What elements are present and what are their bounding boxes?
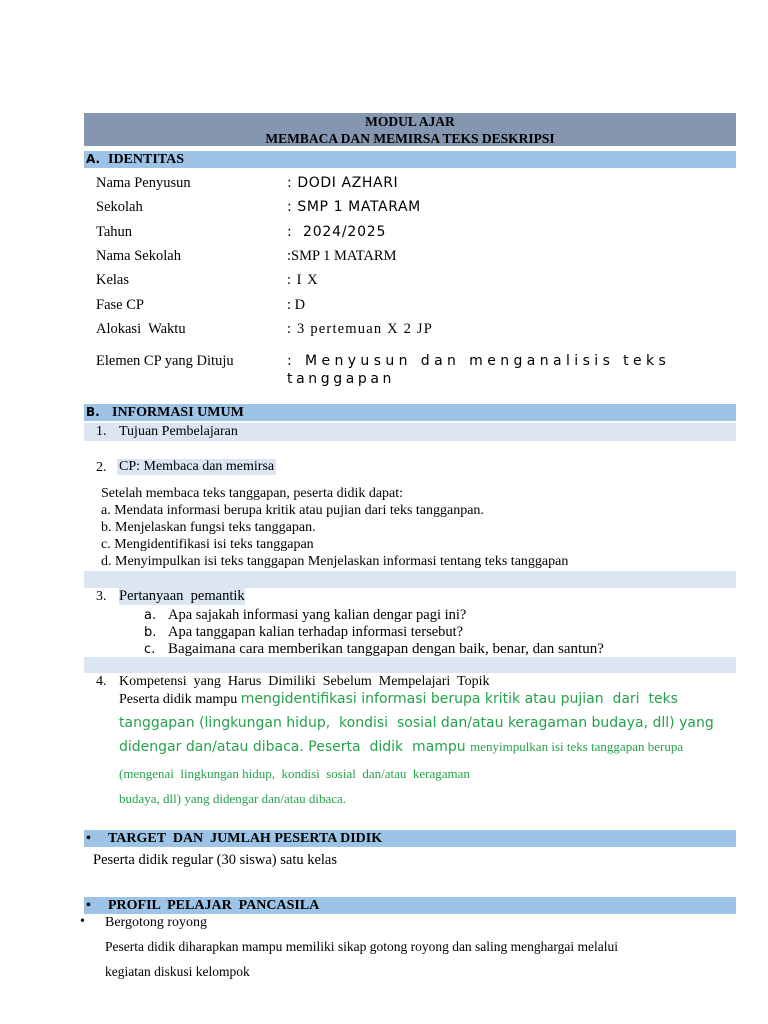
label-nama-sekolah: Nama Sekolah bbox=[96, 248, 181, 264]
question-c-text: Bagaimana cara memberikan tanggapan dengan baik, benar, dan santun? bbox=[168, 641, 604, 657]
question-a-letter: a. bbox=[144, 608, 157, 623]
target-header bbox=[84, 830, 736, 847]
profil-bullet: • bbox=[86, 898, 91, 913]
profil-desc-line2: kegiatan diskusi kelompok bbox=[105, 964, 250, 979]
target-text: Peserta didik regular (30 siswa) satu kelas bbox=[93, 852, 338, 868]
section-b-title: INFORMASI UMUM bbox=[112, 405, 244, 420]
profil-title: PROFIL PELAJAR PANCASILA bbox=[108, 898, 320, 913]
kompetensi-line5: budaya, dll) yang didengar dan/atau dibaca. bbox=[119, 791, 347, 806]
item4-title: Kompetensi yang Harus Dimiliki Sebelum Mempelajari Topik bbox=[119, 674, 490, 689]
value-alokasi-waktu: : 3 pertemuan X 2 JP bbox=[287, 321, 434, 337]
target-title: TARGET DAN JUMLAH PESERTA DIDIK bbox=[108, 831, 383, 846]
tujuan-intro: Setelah membaca teks tanggapan, peserta didik dapat: bbox=[101, 486, 404, 501]
section-b-letter: B. bbox=[86, 405, 100, 419]
tujuan-goal-b: b. Menjelaskan fungsi teks tanggapan. bbox=[101, 520, 316, 535]
question-a-text: Apa sajakah informasi yang kalian dengar pagi ini? bbox=[168, 607, 467, 623]
item3-title: Pertanyaan pemantik bbox=[119, 588, 245, 604]
module-title-line2: MEMBACA DAN MEMIRSA TEKS DESKRIPSI bbox=[265, 131, 555, 146]
module-title-line1: MODUL AJAR bbox=[365, 114, 455, 129]
kompetensi-line2: tanggapan (lingkungan hidup, kondisi sosial dan/atau keragaman budaya, dll) yang bbox=[119, 715, 714, 731]
tujuan-goal-a: a. Mendata informasi berupa kritik atau pujian dari teks tangganpan. bbox=[101, 503, 484, 518]
kompetensi-line1-green: mengidentifikasi informasi berupa kritik atau pujian dari teks bbox=[240, 691, 678, 707]
kompetensi-line1 bbox=[119, 691, 678, 708]
kompetensi-line3 bbox=[119, 739, 683, 756]
item4-number: 4. bbox=[96, 674, 107, 689]
item1-title: Tujuan Pembelajaran bbox=[119, 424, 238, 439]
profil-header bbox=[84, 897, 736, 914]
value-elemen-cp-line2: tanggapan bbox=[287, 371, 396, 387]
label-elemen-cp: Elemen CP yang Dituju bbox=[96, 353, 234, 369]
section-a-header bbox=[84, 151, 736, 168]
item1-number: 1. bbox=[96, 424, 107, 439]
question-b-letter: b. bbox=[144, 625, 157, 640]
value-sekolah: : SMP 1 MATARAM bbox=[287, 199, 421, 215]
value-nama-penyusun: : DODI AZHARI bbox=[287, 175, 399, 191]
kompetensi-prefix: Peserta didik mampu bbox=[119, 692, 241, 707]
tujuan-goal-c: c. Mengidentifikasi isi teks tanggapan bbox=[101, 537, 314, 552]
kompetensi-line3b: menyimpulkan isi teks tanggapan berupa bbox=[470, 739, 684, 754]
profil-desc-line1: Peserta didik diharapkan mampu memiliki sikap gotong royong dan saling menghargai melalui bbox=[105, 939, 619, 954]
label-nama-penyusun: Nama Penyusun bbox=[96, 175, 191, 191]
item3-number: 3. bbox=[96, 589, 107, 604]
section-a-letter: A. bbox=[86, 152, 101, 166]
question-c-letter: c. bbox=[144, 642, 156, 657]
value-elemen-cp-line1: : Menyusun dan menganalisis teks bbox=[287, 353, 671, 369]
item2-number: 2. bbox=[96, 460, 107, 475]
profil-item-bullet: • bbox=[80, 914, 85, 929]
value-kelas: : I X bbox=[287, 272, 319, 288]
label-alokasi-waktu: Alokasi Waktu bbox=[96, 321, 186, 337]
profil-item: Bergotong royong bbox=[105, 915, 208, 930]
target-bullet: • bbox=[86, 831, 91, 846]
module-title-bar bbox=[84, 113, 736, 146]
question-b-text: Apa tanggapan kalian terhadap informasi tersebut? bbox=[168, 624, 464, 640]
spacer-bar-1 bbox=[84, 571, 736, 588]
label-tahun: Tahun bbox=[96, 224, 133, 240]
spacer-bar-2 bbox=[84, 657, 736, 673]
item2-title: CP: Membaca dan memirsa bbox=[119, 459, 275, 474]
value-tahun: : 2024/2025 bbox=[287, 224, 387, 240]
label-kelas: Kelas bbox=[96, 272, 130, 288]
kompetensi-line4: (mengenai lingkungan hidup, kondisi sosial dan/atau keragaman bbox=[119, 766, 470, 781]
section-b-header bbox=[84, 404, 736, 421]
value-fase-cp: : D bbox=[287, 297, 306, 313]
kompetensi-line3a: didengar dan/atau dibaca. Peserta didik mampu bbox=[119, 739, 471, 755]
label-fase-cp: Fase CP bbox=[96, 297, 144, 313]
value-nama-sekolah: :SMP 1 MATARM bbox=[287, 248, 397, 264]
tujuan-goal-d: d. Menyimpulkan isi teks tanggapan Menjelaskan informasi tentang teks tanggapan bbox=[101, 554, 569, 569]
section-a-title: IDENTITAS bbox=[108, 152, 184, 167]
label-sekolah: Sekolah bbox=[96, 199, 143, 215]
